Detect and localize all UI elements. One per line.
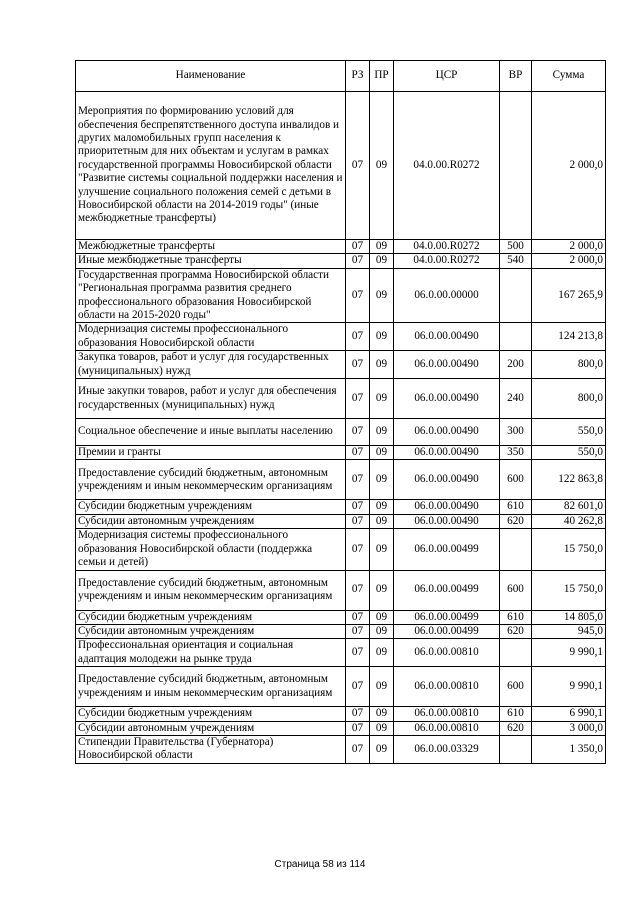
cell-csr: 06.0.00.03329 [394,735,500,763]
cell-sum: 550,0 [532,419,606,446]
header-pr: ПР [370,61,394,92]
header-rz: РЗ [346,61,370,92]
cell-rz: 07 [346,351,370,379]
cell-vr [500,639,532,667]
cell-sum: 9 990,1 [532,639,606,667]
table-row [76,240,606,254]
table-row [76,92,606,240]
cell-vr: 540 [500,254,532,268]
cell-csr: 06.0.00.00490 [394,419,500,446]
table-row [76,446,606,460]
cell-name: Премии и гранты [76,446,346,460]
cell-csr: 06.0.00.00490 [394,379,500,419]
cell-pr: 09 [370,667,394,707]
cell-vr [500,268,532,323]
table-body [76,92,606,764]
cell-name: Стипендии Правительства (Губернатора) Новосибирской области [76,735,346,763]
cell-pr: 09 [370,240,394,254]
table-row [76,624,606,638]
cell-name: Предоставление субсидий бюджетным, автономным учреждениям и иным некоммерческим организациям [76,460,346,500]
cell-sum: 15 750,0 [532,570,606,610]
cell-rz: 07 [346,446,370,460]
cell-rz: 07 [346,92,370,240]
cell-name: Закупка товаров, работ и услуг для государственных (муниципальных) нужд [76,351,346,379]
cell-sum: 945,0 [532,624,606,638]
table-row [76,529,606,570]
cell-rz: 07 [346,460,370,500]
cell-pr: 09 [370,379,394,419]
table-row [76,254,606,268]
cell-name: Субсидии автономным учреждениям [76,721,346,735]
cell-name: Субсидии бюджетным учреждениям [76,610,346,624]
table-row [76,323,606,351]
cell-name: Модернизация системы профессионального образования Новосибирской области [76,323,346,351]
cell-csr: 06.0.00.00810 [394,667,500,707]
cell-csr: 06.0.00.00490 [394,460,500,500]
cell-pr: 09 [370,735,394,763]
cell-sum: 82 601,0 [532,500,606,514]
cell-vr: 610 [500,500,532,514]
cell-csr: 06.0.00.00499 [394,529,500,570]
cell-vr: 600 [500,667,532,707]
cell-rz: 07 [346,570,370,610]
cell-rz: 07 [346,707,370,721]
cell-name: Иные закупки товаров, работ и услуг для обеспечения государственных (муниципальных) нужд [76,379,346,419]
cell-csr: 06.0.00.00499 [394,570,500,610]
cell-pr: 09 [370,323,394,351]
cell-csr: 06.0.00.00490 [394,500,500,514]
cell-pr: 09 [370,92,394,240]
header-sum: Сумма [532,61,606,92]
cell-rz: 07 [346,379,370,419]
cell-vr [500,323,532,351]
cell-vr: 600 [500,460,532,500]
cell-rz: 07 [346,500,370,514]
cell-sum: 6 990,1 [532,707,606,721]
cell-csr: 06.0.00.00490 [394,514,500,528]
cell-csr: 06.0.00.00000 [394,268,500,323]
cell-sum: 3 000,0 [532,721,606,735]
table-row [76,735,606,763]
cell-csr: 06.0.00.00490 [394,351,500,379]
table-row [76,570,606,610]
table-header-row [76,61,606,92]
cell-name: Предоставление субсидий бюджетным, автономным учреждениям и иным некоммерческим организациям [76,667,346,707]
table-row [76,514,606,528]
cell-csr: 06.0.00.00490 [394,446,500,460]
cell-sum: 800,0 [532,379,606,419]
cell-sum: 2 000,0 [532,254,606,268]
budget-table [75,60,606,764]
cell-pr: 09 [370,351,394,379]
cell-pr: 09 [370,610,394,624]
cell-rz: 07 [346,254,370,268]
cell-sum: 122 863,8 [532,460,606,500]
cell-pr: 09 [370,419,394,446]
table-row [76,500,606,514]
cell-pr: 09 [370,268,394,323]
cell-vr: 620 [500,514,532,528]
table-row [76,639,606,667]
cell-rz: 07 [346,268,370,323]
cell-pr: 09 [370,446,394,460]
cell-name: Субсидии бюджетным учреждениям [76,707,346,721]
cell-name: Субсидии бюджетным учреждениям [76,500,346,514]
cell-name: Иные межбюджетные трансферты [76,254,346,268]
cell-sum: 124 213,8 [532,323,606,351]
cell-pr: 09 [370,707,394,721]
table-row [76,379,606,419]
header-csr: ЦСР [394,61,500,92]
cell-vr: 240 [500,379,532,419]
cell-pr: 09 [370,721,394,735]
cell-csr: 04.0.00.R0272 [394,254,500,268]
cell-name: Социальное обеспечение и иные выплаты населению [76,419,346,446]
cell-name: Субсидии автономным учреждениям [76,514,346,528]
cell-sum: 15 750,0 [532,529,606,570]
cell-pr: 09 [370,639,394,667]
cell-pr: 09 [370,460,394,500]
cell-sum: 9 990,1 [532,667,606,707]
cell-vr: 200 [500,351,532,379]
cell-sum: 800,0 [532,351,606,379]
cell-vr: 620 [500,721,532,735]
cell-name: Мероприятия по формированию условий для обеспечения беспрепятственного доступа инвалидов и других маломобильных групп населения к приоритетным для них объектам и услугам в рамках государственной программы Новосибирской области "Развитие системы социальной поддержки населения и улучшение социального положения семей с детьми в Новосибирской области на 2014-2019 годы" (иные межбюджетные трансферты) [76,92,346,240]
cell-csr: 06.0.00.00810 [394,721,500,735]
cell-vr: 300 [500,419,532,446]
cell-csr: 06.0.00.00490 [394,323,500,351]
cell-csr: 06.0.00.00499 [394,610,500,624]
cell-csr: 04.0.00.R0272 [394,92,500,240]
cell-vr: 620 [500,624,532,638]
cell-vr [500,735,532,763]
cell-name: Предоставление субсидий бюджетным, автономным учреждениям и иным некоммерческим организациям [76,570,346,610]
table-row [76,610,606,624]
table-row [76,721,606,735]
cell-rz: 07 [346,735,370,763]
cell-vr: 500 [500,240,532,254]
cell-vr: 610 [500,707,532,721]
cell-rz: 07 [346,667,370,707]
cell-rz: 07 [346,419,370,446]
cell-rz: 07 [346,240,370,254]
cell-rz: 07 [346,529,370,570]
cell-rz: 07 [346,639,370,667]
cell-vr: 350 [500,446,532,460]
page-footer: Страница 58 из 114 [274,859,366,870]
cell-csr: 06.0.00.00810 [394,707,500,721]
cell-csr: 04.0.00.R0272 [394,240,500,254]
cell-csr: 06.0.00.00810 [394,639,500,667]
cell-pr: 09 [370,570,394,610]
cell-name: Субсидии автономным учреждениям [76,624,346,638]
cell-sum: 14 805,0 [532,610,606,624]
cell-rz: 07 [346,610,370,624]
cell-sum: 2 000,0 [532,240,606,254]
cell-rz: 07 [346,721,370,735]
cell-pr: 09 [370,254,394,268]
table-row [76,460,606,500]
cell-sum: 2 000,0 [532,92,606,240]
cell-csr: 06.0.00.00499 [394,624,500,638]
cell-pr: 09 [370,529,394,570]
cell-vr: 600 [500,570,532,610]
cell-sum: 1 350,0 [532,735,606,763]
table-row [76,707,606,721]
cell-rz: 07 [346,323,370,351]
cell-sum: 40 262,8 [532,514,606,528]
table-row [76,268,606,323]
cell-pr: 09 [370,500,394,514]
header-vr: ВР [500,61,532,92]
cell-name: Межбюджетные трансферты [76,240,346,254]
table-row [76,351,606,379]
cell-name: Модернизация системы профессионального образования Новосибирской области (поддержка семьи и детей) [76,529,346,570]
cell-sum: 550,0 [532,446,606,460]
table-row [76,667,606,707]
cell-name: Профессиональная ориентация и социальная адаптация молодежи на рынке труда [76,639,346,667]
cell-sum: 167 265,9 [532,268,606,323]
cell-vr [500,529,532,570]
cell-vr [500,92,532,240]
header-name: Наименование [76,61,346,92]
table-row [76,419,606,446]
cell-rz: 07 [346,514,370,528]
cell-vr: 610 [500,610,532,624]
cell-pr: 09 [370,624,394,638]
cell-name: Государственная программа Новосибирской области "Региональная программа развития среднего профессионального образования Новосибирской области на 2015-2020 годы" [76,268,346,323]
cell-rz: 07 [346,624,370,638]
cell-pr: 09 [370,514,394,528]
